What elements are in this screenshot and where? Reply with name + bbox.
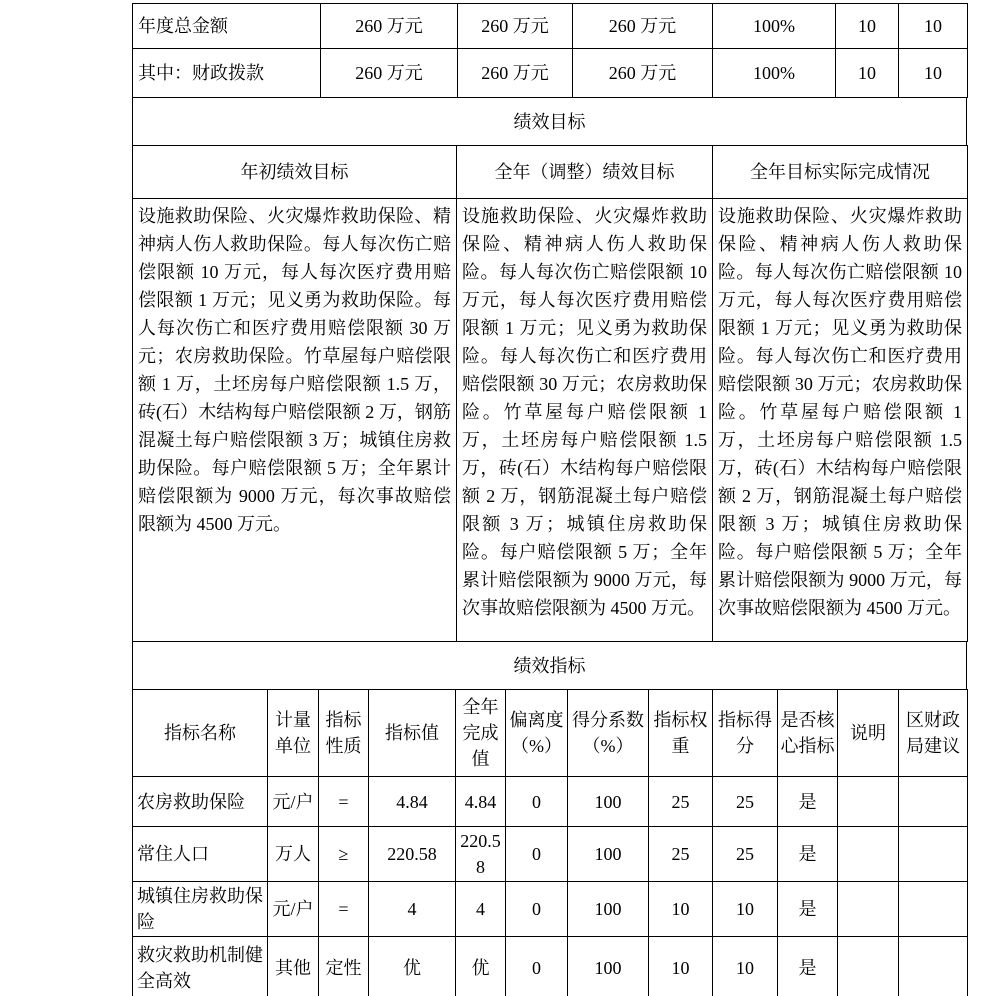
indicators-section <box>132 641 967 690</box>
goal-text-initial: 设施救助保险、火灾爆炸救助保险、精神病人伤人救助保险。每人每次伤亡赔偿限额 10 万元，每人每次医疗费用赔偿限额 1 万元；见义勇为救助保险。每人每次伤亡和医疗费用赔偿限额 30 万元；农房救助保险。竹草屋每户赔偿限额 1 万，土坯房每户赔偿限额 1.5 万，砖(石）木结构每户赔偿限额 2 万，钢筋混凝土每户赔偿限额 3 万；城镇住房救助保险。每户赔偿限额 5 万；全年累计赔偿限额为 9000 万元，每次事故赔偿限额为 4500 万元。 <box>133 199 457 642</box>
indicator-cell: 是 <box>778 827 838 882</box>
column-header-score-coefficient: 得分系数（%） <box>568 690 649 777</box>
indicator-cell: 城镇住房救助保险 <box>133 882 268 937</box>
summary-cell: 10 <box>836 4 899 49</box>
indicator-cell: 0 <box>506 827 568 882</box>
indicator-cell: 救灾救助机制健全高效 <box>133 937 268 996</box>
indicator-cell: 25 <box>713 827 778 882</box>
indicator-cell: 220.58 <box>369 827 456 882</box>
indicator-cell: 100 <box>568 827 649 882</box>
table-row <box>133 199 968 642</box>
column-header-core-indicator: 是否核心指标 <box>778 690 838 777</box>
goal-column-header: 全年目标实际完成情况 <box>713 146 968 199</box>
column-header-note: 说明 <box>838 690 899 777</box>
indicator-cell: 220.58 <box>456 827 506 882</box>
indicator-cell <box>899 827 968 882</box>
column-header-nature: 指标性质 <box>319 690 369 777</box>
column-header-unit: 计量单位 <box>268 690 319 777</box>
indicator-cell <box>899 777 968 827</box>
goals-section <box>132 97 967 146</box>
indicator-cell: 0 <box>506 777 568 827</box>
goals-section-title: 绩效目标 <box>133 98 967 146</box>
indicator-cell: 100 <box>568 882 649 937</box>
indicator-cell: 25 <box>649 827 713 882</box>
performance-evaluation-table <box>132 3 967 996</box>
table-row <box>133 4 968 49</box>
table-row <box>133 882 968 937</box>
indicator-cell: 是 <box>778 937 838 996</box>
table-row <box>133 937 968 996</box>
indicator-cell <box>838 827 899 882</box>
indicator-cell: 0 <box>506 937 568 996</box>
indicator-cell <box>838 777 899 827</box>
indicator-cell: 10 <box>649 882 713 937</box>
indicator-cell <box>838 882 899 937</box>
indicator-cell: 25 <box>649 777 713 827</box>
summary-cell: 100% <box>713 49 836 98</box>
indicator-cell <box>899 882 968 937</box>
summary-cell: 260 万元 <box>573 4 713 49</box>
table-row <box>133 146 968 199</box>
indicator-cell: 元/户 <box>268 882 319 937</box>
goal-text-actual: 设施救助保险、火灾爆炸救助保险、精神病人伤人救助保险。每人每次伤亡赔偿限额 10 万元，每人每次医疗费用赔偿限额 1 万元；见义勇为救助保险。每人每次伤亡和医疗费用赔偿限额 30 万元；农房救助保险。竹草屋每户赔偿限额 1 万，土坯房每户赔偿限额 1.5 万，砖(石）木结构每户赔偿限额 2 万，钢筋混凝土每户赔偿限额 3 万；城镇住房救助保险。每户赔偿限额 5 万；全年累计赔偿限额为 9000 万元，每次事故赔偿限额为 4500 万元。 <box>713 199 968 642</box>
indicator-cell: 10 <box>649 937 713 996</box>
indicator-cell: 农房救助保险 <box>133 777 268 827</box>
column-header-completed-value: 全年完成值 <box>456 690 506 777</box>
column-header-weight: 指标权重 <box>649 690 713 777</box>
column-header-target-value: 指标值 <box>369 690 456 777</box>
table-row <box>133 98 967 146</box>
indicator-cell: 4.84 <box>456 777 506 827</box>
indicator-cell: 优 <box>456 937 506 996</box>
indicator-cell: 25 <box>713 777 778 827</box>
indicator-cell: 100 <box>568 777 649 827</box>
goal-text-adjusted: 设施救助保险、火灾爆炸救助保险、精神病人伤人救助保险。每人每次伤亡赔偿限额 10 万元，每人每次医疗费用赔偿限额 1 万元；见义勇为救助保险。每人每次伤亡和医疗费用赔偿限额 30 万元；农房救助保险。竹草屋每户赔偿限额 1 万，土坯房每户赔偿限额 1.5 万，砖(石）木结构每户赔偿限额 2 万，钢筋混凝土每户赔偿限额 3 万；城镇住房救助保险。每户赔偿限额 5 万；全年累计赔偿限额为 9000 万元，每次事故赔偿限额为 4500 万元。 <box>457 199 713 642</box>
indicator-cell: 10 <box>713 882 778 937</box>
summary-cell: 260 万元 <box>458 4 573 49</box>
indicator-cell: 定性 <box>319 937 369 996</box>
summary-cell: 260 万元 <box>458 49 573 98</box>
table-row <box>133 777 968 827</box>
goals-table <box>132 145 968 642</box>
table-row <box>133 49 968 98</box>
indicator-cell: 常住人口 <box>133 827 268 882</box>
indicator-cell: 4 <box>369 882 456 937</box>
indicator-cell <box>838 937 899 996</box>
column-header-deviation: 偏离度（%） <box>506 690 568 777</box>
indicator-cell: ≥ <box>319 827 369 882</box>
goal-column-header: 全年（调整）绩效目标 <box>457 146 713 199</box>
summary-cell: 100% <box>713 4 836 49</box>
summary-cell: 10 <box>899 4 968 49</box>
indicator-cell <box>899 937 968 996</box>
summary-cell: 260 万元 <box>321 4 458 49</box>
indicator-cell: 4.84 <box>369 777 456 827</box>
indicator-cell: 0 <box>506 882 568 937</box>
indicator-cell: 其他 <box>268 937 319 996</box>
indicator-cell: 优 <box>369 937 456 996</box>
column-header-bureau-suggestion: 区财政局建议 <box>899 690 968 777</box>
summary-cell: 10 <box>836 49 899 98</box>
indicators-section-title: 绩效指标 <box>133 642 967 690</box>
summary-cell: 10 <box>899 49 968 98</box>
table-row <box>133 642 967 690</box>
indicator-cell: 万人 <box>268 827 319 882</box>
amount-summary-table <box>132 3 968 98</box>
summary-cell: 260 万元 <box>573 49 713 98</box>
indicator-cell: = <box>319 777 369 827</box>
summary-row-label: 年度总金额 <box>133 4 321 49</box>
goal-column-header: 年初绩效目标 <box>133 146 457 199</box>
column-header-score: 指标得分 <box>713 690 778 777</box>
summary-cell: 260 万元 <box>321 49 458 98</box>
indicator-cell: 是 <box>778 777 838 827</box>
indicator-cell: 10 <box>713 937 778 996</box>
table-header-row <box>133 690 968 777</box>
indicator-cell: 是 <box>778 882 838 937</box>
indicator-cell: 100 <box>568 937 649 996</box>
column-header-indicator-name: 指标名称 <box>133 690 268 777</box>
indicators-table <box>132 689 968 996</box>
indicator-cell: = <box>319 882 369 937</box>
indicator-cell: 元/户 <box>268 777 319 827</box>
indicator-cell: 4 <box>456 882 506 937</box>
table-row <box>133 827 968 882</box>
summary-row-label: 其中：财政拨款 <box>133 49 321 98</box>
